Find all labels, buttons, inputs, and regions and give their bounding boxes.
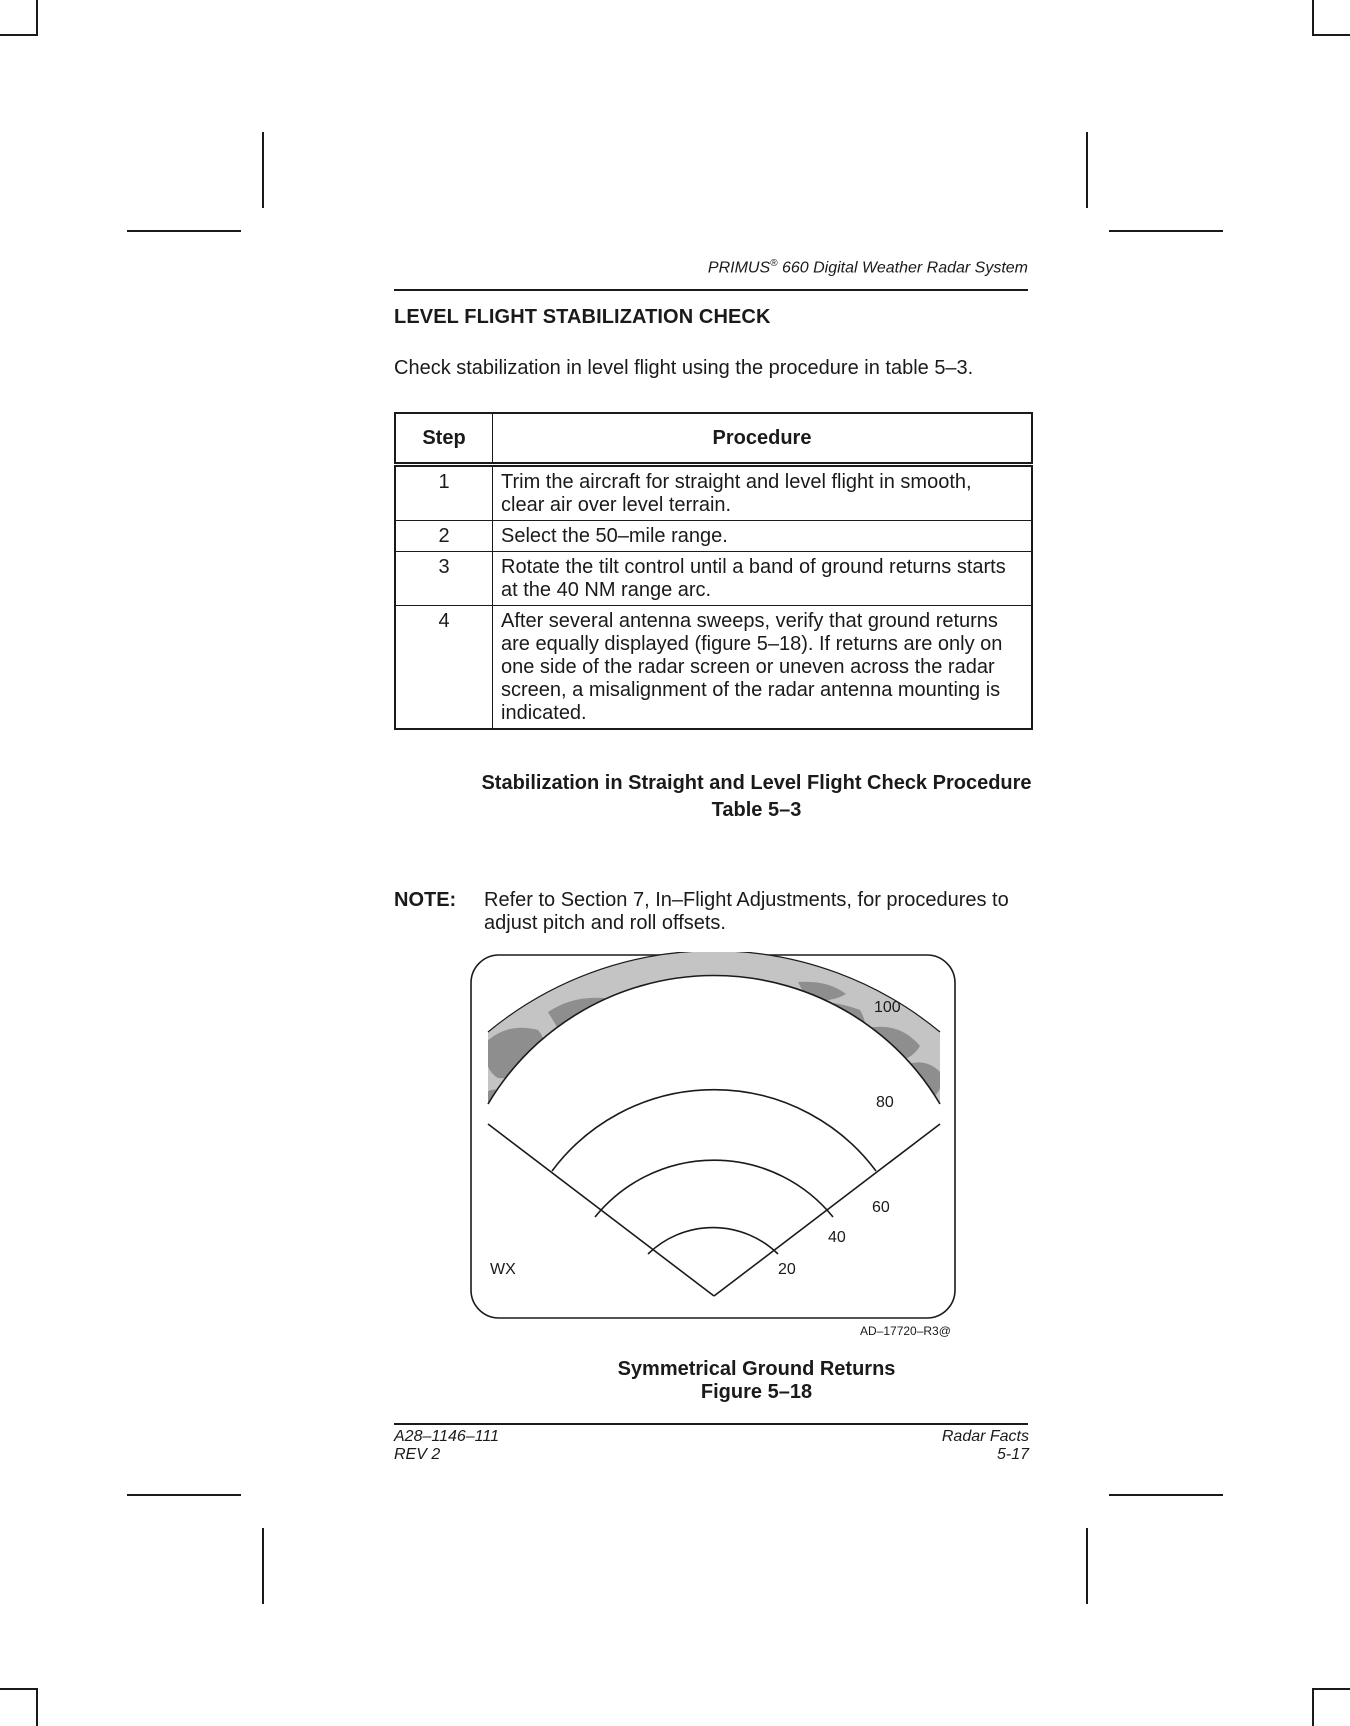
step-number: 3 (395, 552, 493, 606)
crop-mark (1312, 1688, 1314, 1726)
footer-rule (394, 1423, 1028, 1425)
figure-caption-title: Symmetrical Ground Returns (617, 1358, 896, 1380)
crop-mark (127, 230, 241, 232)
procedure-text: Rotate the tilt control until a band of ground returns starts at the 40 NM range arc. (493, 552, 1033, 606)
step-number: 1 (395, 465, 493, 521)
header-rule (394, 289, 1028, 291)
revision: REV 2 (394, 1446, 441, 1463)
range-label-80: 80 (876, 1094, 894, 1111)
figure-caption-number: Figure 5–18 (700, 1381, 813, 1403)
registered-mark: ® (770, 258, 778, 269)
crop-mark (1086, 1528, 1088, 1604)
footer-left (394, 1428, 499, 1464)
table-row (395, 465, 1032, 521)
note-text: Refer to Section 7, In–Flight Adjustments, for procedures to adjust pitch and roll offsets. (484, 889, 1009, 934)
footer-right (829, 1428, 1029, 1464)
step-number: 2 (395, 521, 493, 552)
range-label-100: 100 (874, 999, 901, 1016)
crop-mark (0, 1688, 38, 1690)
range-label-40: 40 (828, 1229, 846, 1246)
crop-mark (262, 1528, 264, 1604)
crop-mark (1086, 132, 1088, 208)
column-header-procedure: Procedure (493, 413, 1033, 465)
crop-mark (127, 1494, 241, 1496)
table-header-row (395, 413, 1032, 465)
crop-mark (1312, 34, 1350, 36)
mode-label: WX (490, 1261, 516, 1278)
crop-mark (262, 132, 264, 208)
range-label-20: 20 (778, 1261, 796, 1278)
section-title: LEVEL FLIGHT STABILIZATION CHECK (394, 306, 771, 328)
doc-number: A28–1146–111 (394, 1428, 499, 1445)
figure-id: AD–17720–R3@ (860, 1324, 951, 1338)
table-row (395, 521, 1032, 552)
crop-mark (1109, 230, 1223, 232)
procedure-text: Trim the aircraft for straight and level flight in smooth, clear air over level terrain. (493, 465, 1033, 521)
table-row (395, 552, 1032, 606)
table-caption-number: Table 5–3 (711, 799, 802, 821)
table-caption (394, 770, 1119, 824)
figure-caption (394, 1358, 1119, 1404)
note-label: NOTE: (394, 889, 457, 911)
table-row (395, 606, 1032, 730)
procedure-table (394, 412, 1033, 730)
header-title: 660 Digital Weather Radar System (777, 259, 1028, 277)
procedure-text: Select the 50–mile range. (493, 521, 1033, 552)
radar-display-figure (468, 952, 958, 1320)
crop-mark (36, 0, 38, 36)
running-header (390, 258, 1028, 277)
procedure-text: After several antenna sweeps, verify that ground returns are equally displayed (figure 5–18). If returns are only on one side of the radar screen or uneven across the radar screen, a misalignment of the radar antenna mounting is indicated. (493, 606, 1033, 730)
crop-mark (1312, 0, 1314, 36)
header-brand: PRIMUS (707, 259, 771, 277)
section-name: Radar Facts (941, 1428, 1029, 1445)
crop-mark (0, 34, 38, 36)
range-label-60: 60 (872, 1199, 890, 1216)
column-header-step: Step (395, 413, 493, 465)
crop-mark (1109, 1494, 1223, 1496)
step-number: 4 (395, 606, 493, 730)
page-number: 5-17 (996, 1446, 1029, 1463)
table-caption-title: Stabilization in Straight and Level Flight Check Procedure (481, 772, 1032, 794)
intro-paragraph: Check stabilization in level flight using the procedure in table 5–3. (394, 357, 974, 379)
crop-mark (36, 1688, 38, 1726)
crop-mark (1312, 1688, 1350, 1690)
